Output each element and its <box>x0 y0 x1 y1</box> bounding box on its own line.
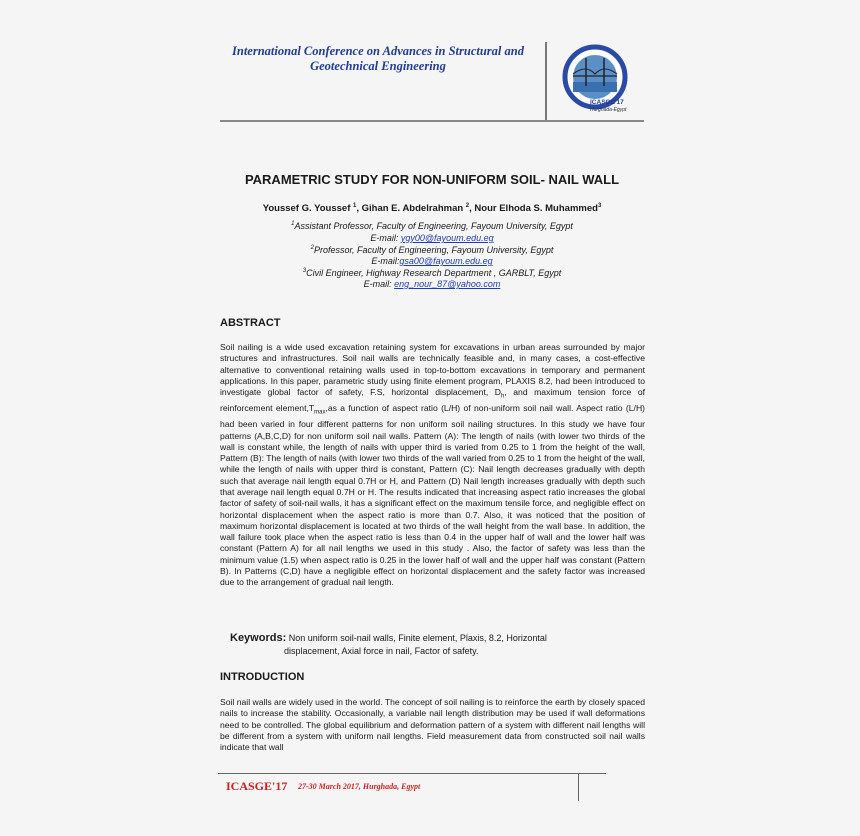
author-name: Youssef G. Youssef <box>262 203 351 215</box>
email-link[interactable]: gsa00@fayoum.edu.eg <box>399 256 493 266</box>
abstract-heading: ABSTRACT <box>220 317 281 329</box>
keywords-label: Keywords: <box>230 632 287 644</box>
introduction-heading: INTRODUCTION <box>220 671 305 683</box>
abstract-body: Soil nailing is a wide used excavation retaining system for excavations in urban areas surrounded by major structures and infrastructures. Soil nail walls are technically feasible and, in many cases, a cost-effective alternative to conventional retaining walls used in top-to-bottom excavations in temporary and permanent applications. In this paper, parametric study using finite element program, PLAXIS 8.2, had been introduced to investigate global factor of safety, F.S, horizontal displacement, $D_h$, and maximum tension force of reinforcement $element,T_{max},as$ a function of aspect ratio (L/H) of non-uniform soil nail wall. Aspect ratio (L/H) had been varied in four different patterns for non uniform soil nailing structures. In this study we have four patterns (A,B,C,D) for non uniform soil nail walls. Pattern (A): The length of nails (with lower two thirds of the wall is constant while, the length of nails with upper third is varied from 0.25 to 1 from the height of the wall, Pattern (B): The length of nails (with lower two thirds of the wall varied from 0.25 to 1 from the height of the wall, while the length of nails with upper third is constant, Pattern (C): Nail length decreases gradually with depth such that average nail length equal 0.7H or H, and Pattern (D) Nail length increases gradually with depth such that average nail length equal 0.7H or H. The results indicated that increasing aspect ratio increases the global factor of safety of soil-nail walls, it has a significant effect on the maximum tensile force, and negligible effect on horizontal displacement when the aspect ratio is more than 0.7. Also, it was noticed that the position of maximum horizontal displacement is located at two thirds of the wall height from the wall base. In addition, the wall failure took place when the aspect ratio is less than 0.4 in the upper half of wall and the lower half was constant (Pattern A) for all nail lengths we used in this study . Also, the factor of safety was less than the minimum value (1.5) when aspect ratio is 0.25 in the lower half of wall and the upper half was constant (Pattern B). In Patterns (C,D) have a negligible effect on horizontal displacement and the safety factor was increased due to the arrangement of gradual nail length. <box>220 342 646 588</box>
footer-date: 27-30 March 2017, Hurghada, Egypt <box>298 782 421 791</box>
footer-brand: ICASGE'17 <box>226 779 288 793</box>
conference-title-line2: Geotechnical Engineering <box>310 59 446 73</box>
footer-divider-vertical <box>578 773 579 801</box>
affiliation-email: E-mail:gsa00@fayoum.edu.eg <box>371 256 493 266</box>
keywords-line1: Non uniform soil-nail walls, Finite element, Plaxis, 8.2, Horizontal <box>288 633 547 643</box>
footer-divider <box>218 773 606 774</box>
conference-title <box>222 44 534 74</box>
email-link[interactable]: eng_nour_87@yahoo.com <box>394 279 501 289</box>
affiliation-email: E-mail: eng_nour_87@yahoo.com <box>363 279 501 289</box>
affiliation: $^1$Assistant Professor, Faculty of Engineering, Fayoum University, Egypt <box>291 221 573 231</box>
header-divider-vertical <box>545 42 547 120</box>
paper-title: PARAMETRIC STUDY FOR NON-UNIFORM SOIL- NAIL WALL <box>244 172 620 187</box>
keywords-line2: displacement, Axial force in nail, Factor of safety. <box>284 646 479 656</box>
keywords <box>230 632 630 644</box>
logo-label: ICASGE'17 <box>590 99 624 106</box>
header-divider-horizontal <box>220 120 644 122</box>
email-link[interactable]: ygy00@fayoum.edu.eg <box>400 233 494 243</box>
author-line: Youssef G. Youssef $^1$, Gihan E. Abdelrahman $^2$, Nour Elhoda S. Muhammed$^3$ <box>262 203 602 215</box>
author-name: Nour Elhoda S. Muhammed <box>474 203 598 215</box>
affiliation-email: E-mail: ygy00@fayoum.edu.eg <box>370 233 494 243</box>
affiliation: $^3$Civil Engineer, Highway Research Department , GARBLT, Egypt <box>302 268 562 278</box>
affiliation: $^2$Professor, Faculty of Engineering, Fayoum University, Egypt <box>310 245 554 255</box>
conference-title-line1: International Conference on Advances in Structural and <box>232 44 524 58</box>
logo-subtitle: Hurghada-Egypt <box>590 107 627 113</box>
author-name: Gihan E. Abdelrahman <box>361 203 464 215</box>
introduction-body: Soil nail walls are widely used in the world. The concept of soil nailing is to reinforce the earth by closely spaced nails to increase the stability. Occasionally, a variable nail length distribution may be used if wall deformations need to be controlled. The global equilibrium and deformation pattern of a system with different nail lengths will be different from a system with uniform nail lengths. Field measurement data from constructed soil nail walls indicate that wall <box>220 697 645 753</box>
